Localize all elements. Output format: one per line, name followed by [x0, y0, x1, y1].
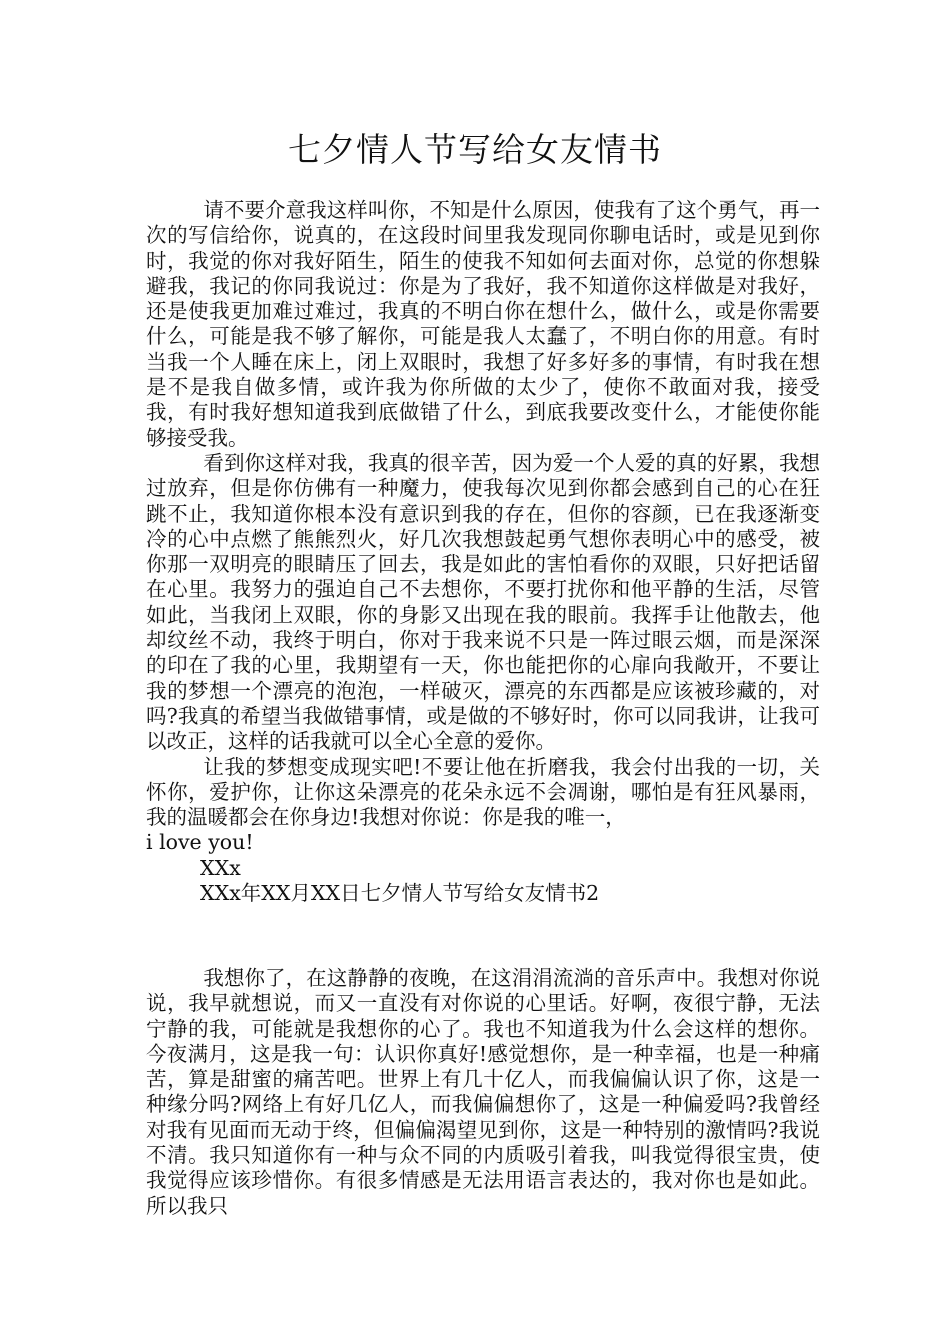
letter-section-2 — [146, 966, 820, 1219]
date-line: XXx年XX月XX日七夕情人节写给女友情书2 — [200, 881, 600, 906]
closing-line: i love you! — [146, 830, 254, 855]
letter-paragraph-1: 请不要介意我这样叫你，不知是什么原因，使我有了这个勇气，再一次的写信给你，说真的，在这段时间里我发现同你聊电话时，或是见到你时，我觉的你对我好陌生，陌生的使我不知如何去面对你，总觉的你想躲避我，我记的你同我说过：你是为了我好，我不知道你这样做是对我好，还是使我更加难过难过，我真的不明白你在想什么，做什么，或是你需要什么，可能是我不够了解你，可能是我人太蠢了，不明白你的用意。有时当我一个人睡在床上，闭上双眼时，我想了好多好多的事情，有时我在想是不是我自做多情，或许我为你所做的太少了，使你不敢面对我，接受我，有时我好想知道我到底做错了什么，到底我要改变什么，才能使你能够接受我。 — [146, 198, 820, 450]
document-title: 七夕情人节写给女友情书 — [288, 130, 662, 169]
letter-2-paragraph-1: 我想你了，在这静静的夜晚，在这涓涓流淌的音乐声中。我想对你说说，我早就想说，而又一直没有对你说的心里话。好啊，夜很宁静，无法宁静的我，可能就是我想你的心了。我也不知道我为什么会这样的想你。今夜满月，这是我一句：认识你真好!感觉想你，是一种幸福，也是一种痛苦，算是甜蜜的痛苦吧。世界上有几十亿人，而我偏偏认识了你，这是一种缘分吗?网络上有好几亿人，而我偏偏想你了，这是一种偏爱吗?我曾经对我有见面而无动于终，但偏偏渴望见到你，这是一种特别的激情吗?我说不清。我只知道你有一种与众不同的内质吸引着我，叫我觉得很宝贵，使我觉得应该珍惜你。有很多情感是无法用语言表达的，我对你也是如此。所以我只 — [146, 966, 820, 1218]
letter-paragraph-2: 看到你这样对我，我真的很辛苦，因为爱一个人爱的真的好累，我想过放弃，但是你仿佛有一种魔力，使我每次见到你都会感到自己的心在狂跳不止，我知道你根本没有意识到我的存在，但你的容颜，已在我逐渐变冷的心中点燃了熊熊烈火，好几次我想鼓起勇气想你表明心中的感受，被你那一双明亮的眼睛压了回去，我是如此的害怕看你的双眼，只好把话留在心里。我努力的强迫自己不去想你，不要打扰你和他平静的生活，尽管如此，当我闭上双眼，你的身影又出现在我的眼前。我挥手让他散去，他却纹丝不动，我终于明白，你对于我来说不只是一阵过眼云烟，而是深深的印在了我的心里，我期望有一天，你也能把你的心扉向我敞开，不要让我的梦想一个漂亮的泡泡，一样破灭，漂亮的东西都是应该被珍藏的，对吗?我真的希望当我做错事情，或是做的不够好时，你可以同我讲，让我可以改正，这样的话我就可以全心全意的爱你。 — [146, 450, 820, 754]
signature: XXx — [200, 855, 241, 880]
letter-section-1 — [146, 198, 820, 906]
letter-paragraph-3: 让我的梦想变成现实吧!不要让他在折磨我，我会付出我的一切，关怀你，爱护你，让你这朵漂亮的花朵永远不会凋谢，哪怕是有狂风暴雨，我的温暖都会在你身边!我想对你说：你是我的唯一， — [146, 754, 820, 830]
